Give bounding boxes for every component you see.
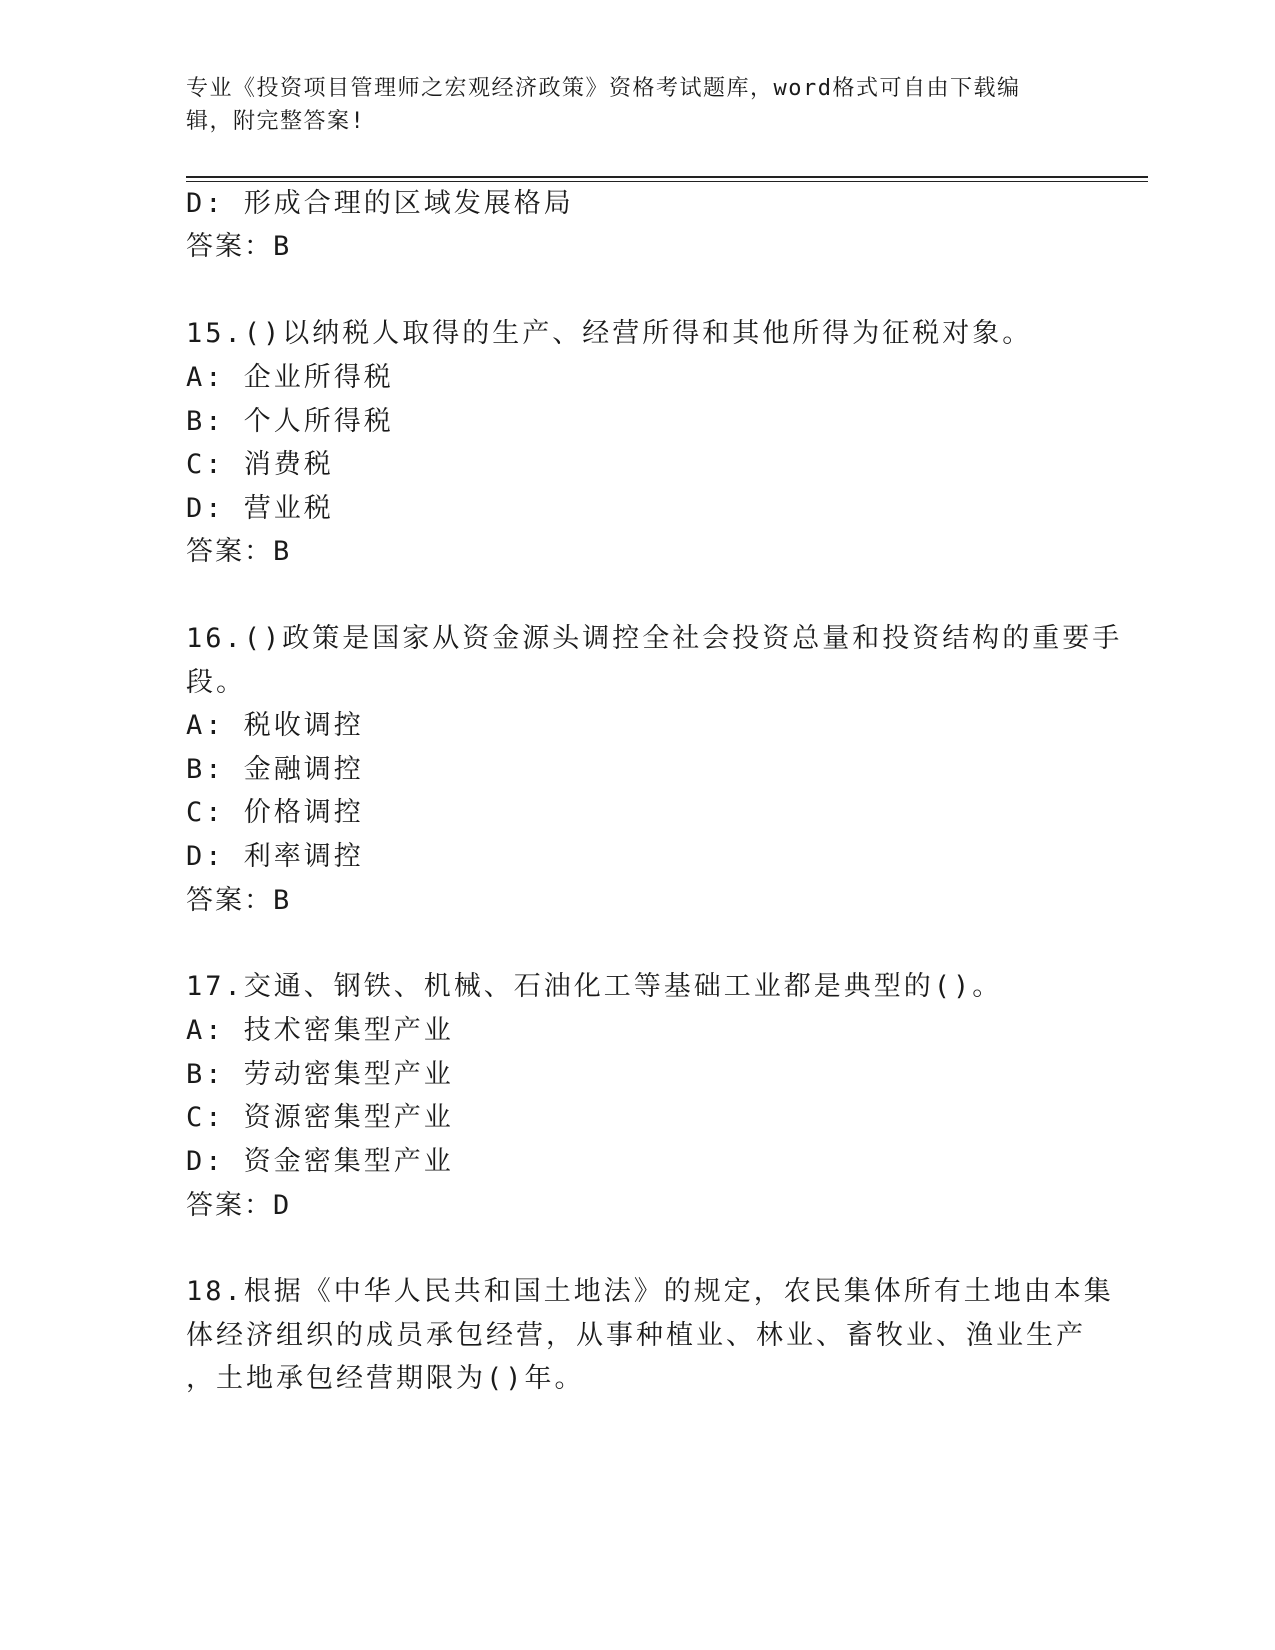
q15-option-c: C: 消费税 [186, 449, 334, 480]
q17-option-c: C: 资源密集型产业 [186, 1102, 454, 1133]
q18-stem-line-3: ，土地承包经营期限为()年。 [186, 1363, 585, 1394]
q15-answer: 答案：B [186, 536, 292, 567]
q16-option-b: B: 金融调控 [186, 754, 364, 785]
q16-option-c: C: 价格调控 [186, 797, 364, 828]
q15-stem: 15.()以纳税人取得的生产、经营所得和其他所得为征税对象。 [186, 318, 1033, 349]
q17-stem: 17.交通、钢铁、机械、石油化工等基础工业都是典型的()。 [186, 971, 1003, 1002]
header-divider-thick [186, 176, 1148, 178]
q18-stem-line-2: 体经济组织的成员承包经营，从事种植业、林业、畜牧业、渔业生产 [186, 1320, 1086, 1351]
q15-option-a: A: 企业所得税 [186, 362, 394, 393]
q17-answer: 答案：D [186, 1190, 292, 1221]
prev-answer: 答案：B [186, 231, 292, 262]
q16-stem-line-2: 段。 [186, 667, 246, 698]
q16-option-a: A: 税收调控 [186, 710, 364, 741]
q17-option-a: A: 技术密集型产业 [186, 1015, 454, 1046]
header-line-2: 辑，附完整答案! [186, 109, 366, 134]
q16-option-d: D: 利率调控 [186, 841, 364, 872]
header-divider-thin [186, 181, 1148, 182]
q15-option-b: B: 个人所得税 [186, 406, 394, 437]
page-header [186, 72, 1066, 138]
q17-option-b: B: 劳动密集型产业 [186, 1059, 454, 1090]
q15-option-d: D: 营业税 [186, 493, 334, 524]
header-line-1: 专业《投资项目管理师之宏观经济政策》资格考试题库，word格式可自由下载编 [186, 76, 1021, 101]
q18-stem-line-1: 18.根据《中华人民共和国土地法》的规定，农民集体所有土地由本集 [186, 1276, 1114, 1307]
q16-stem-line-1: 16.()政策是国家从资金源头调控全社会投资总量和投资结构的重要手 [186, 623, 1123, 654]
q17-option-d: D: 资金密集型产业 [186, 1146, 454, 1177]
q16-answer: 答案：B [186, 885, 292, 916]
prev-option-d: D: 形成合理的区域发展格局 [186, 188, 574, 219]
